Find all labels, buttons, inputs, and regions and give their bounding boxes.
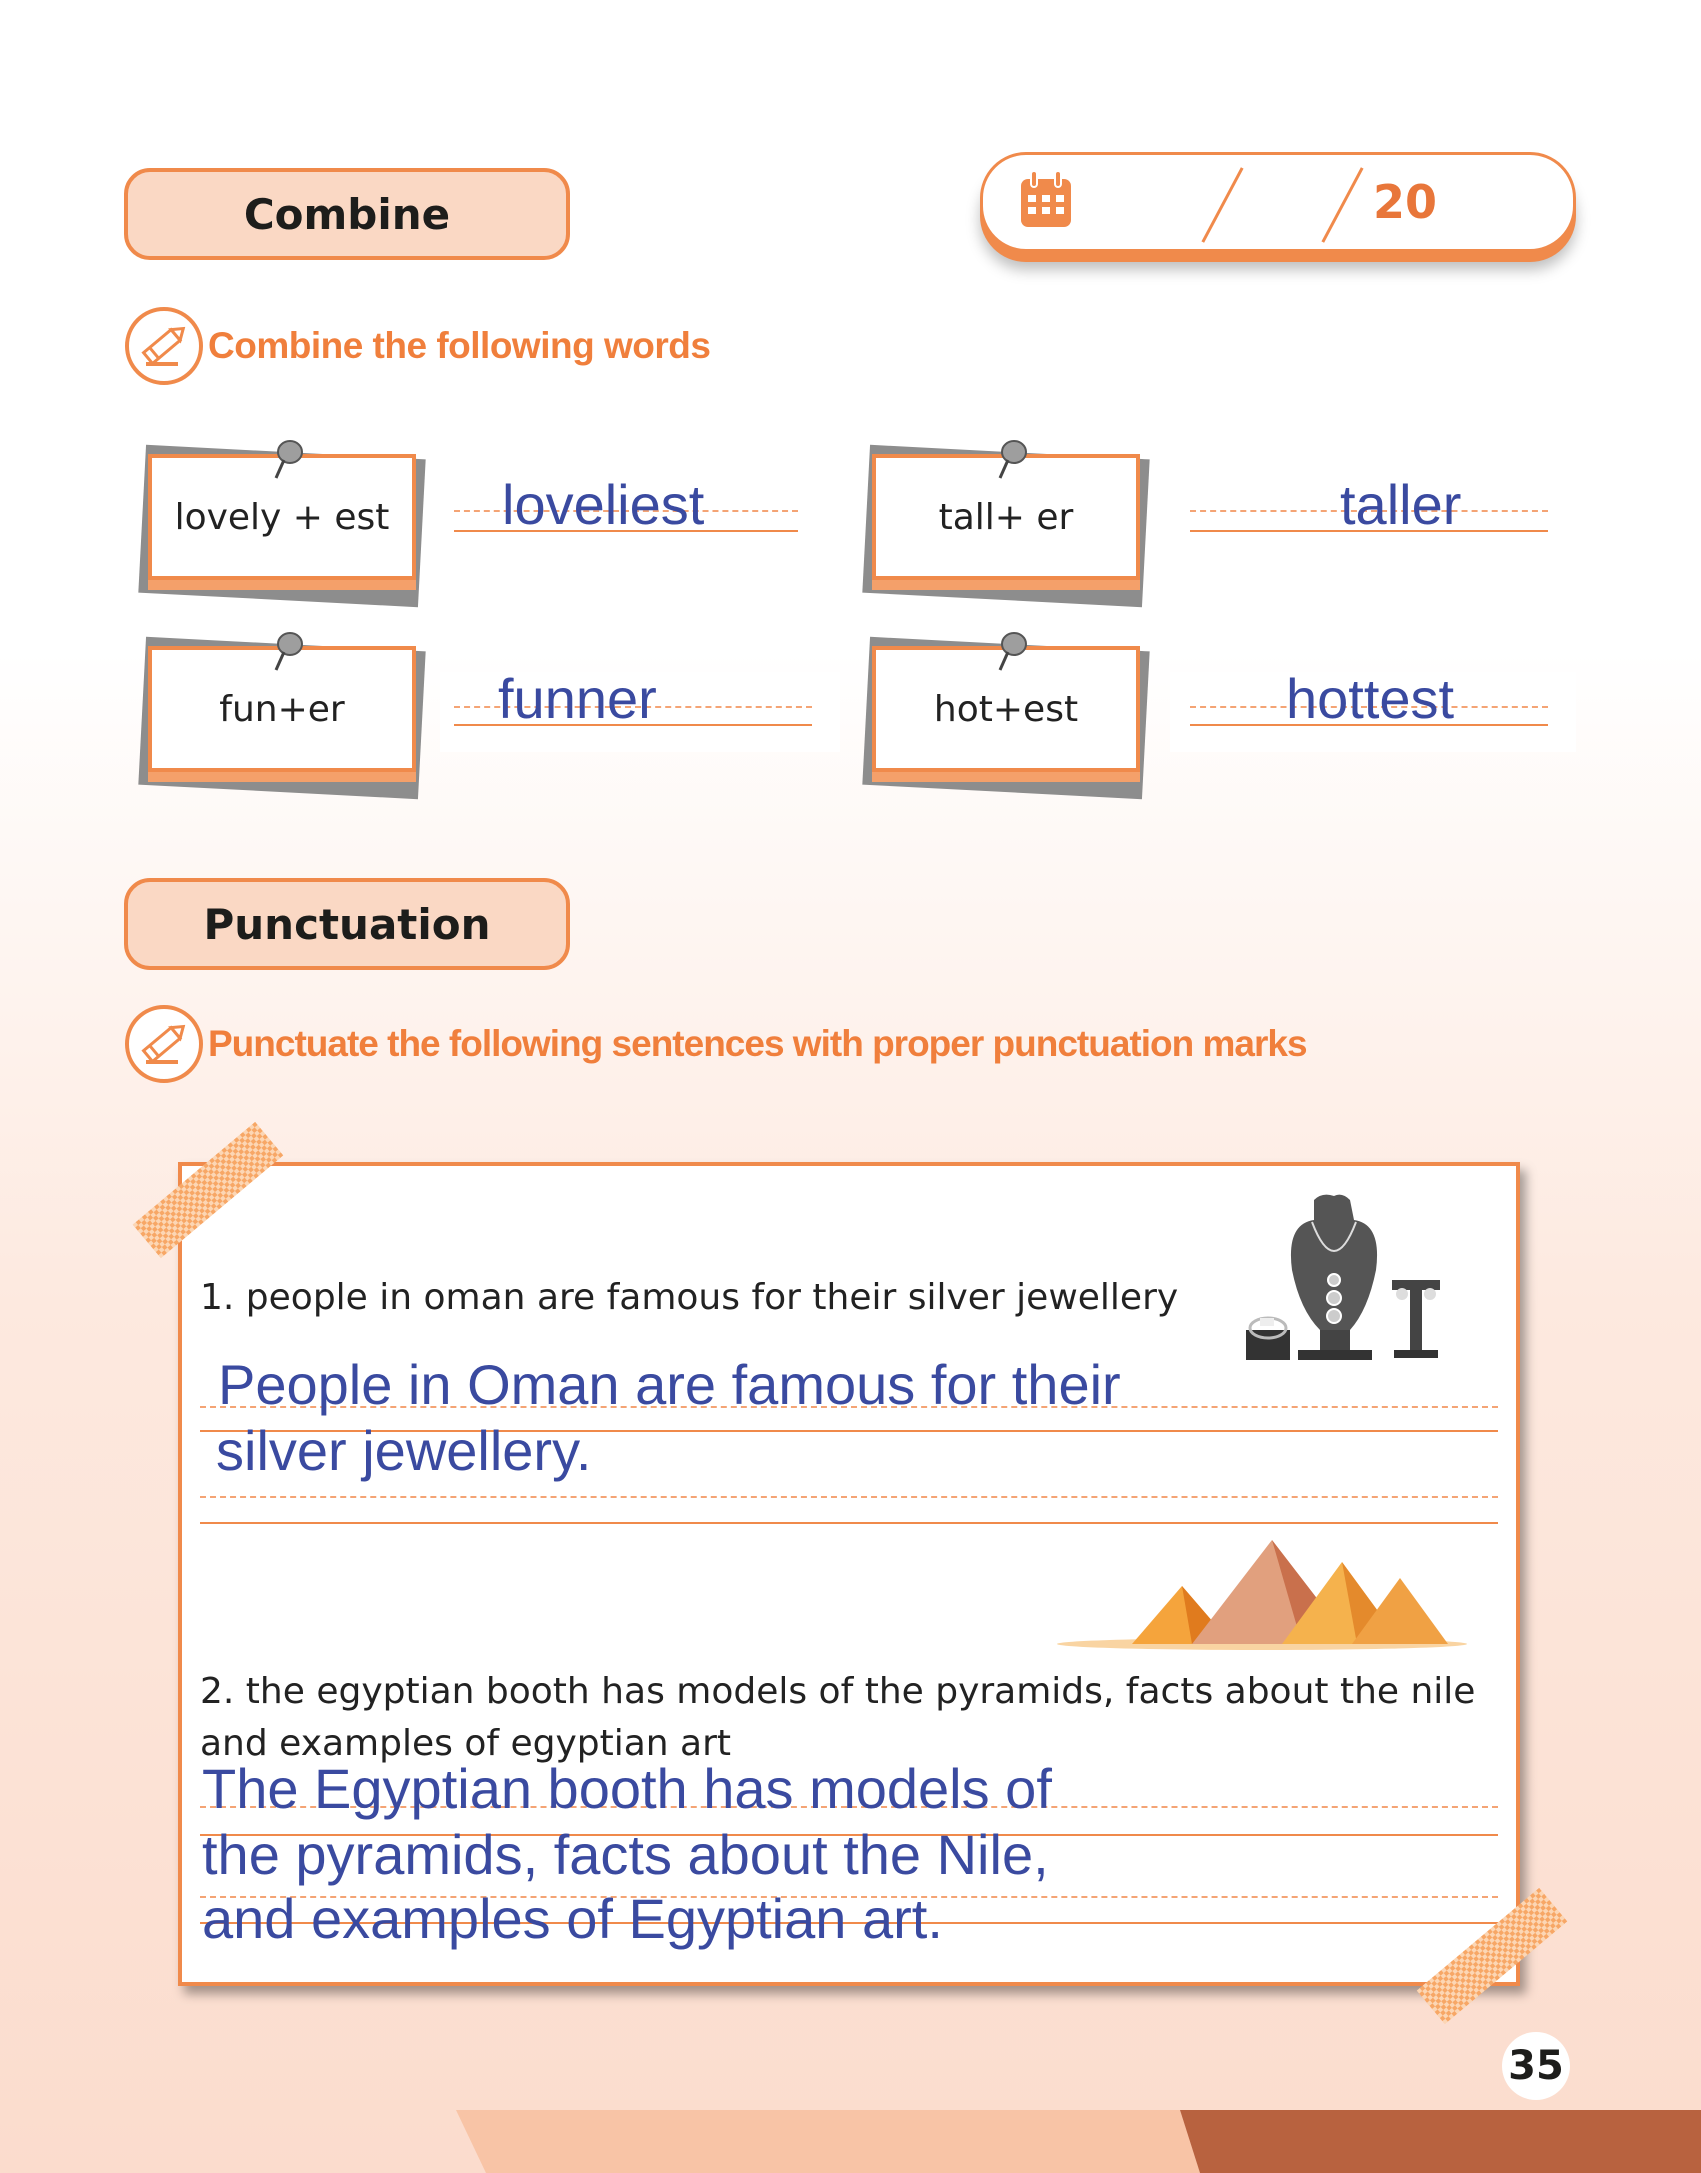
answer-text: funner (498, 667, 657, 730)
answer-2-line-2[interactable]: the pyramids, facts about the Nile, (202, 1823, 1049, 1886)
date-separator (1321, 167, 1363, 243)
answer-text: loveliest (502, 473, 705, 536)
answer-text: taller (1340, 473, 1462, 536)
date-separator (1201, 167, 1243, 243)
punctuation-heading: Punctuation (124, 878, 570, 970)
combine-instruction (124, 306, 710, 386)
calendar-icon (1019, 169, 1073, 231)
answer-area[interactable] (440, 466, 820, 556)
question-1-text: 1. people in oman are famous for their silver jewellery (200, 1277, 1179, 1318)
pencil-icon (124, 306, 204, 386)
punctuation-panel (178, 1162, 1520, 1986)
pushpin-icon (992, 438, 1032, 482)
question-2-line-2: and examples of egyptian art (200, 1723, 732, 1764)
date-box[interactable] (980, 152, 1576, 252)
pushpin-icon (268, 438, 308, 482)
word-prompt: fun+er (219, 688, 345, 730)
date-year: 20 (1373, 175, 1438, 229)
answer-text: hottest (1286, 667, 1455, 730)
instruction-text: Combine the following words (208, 325, 711, 366)
combine-heading: Combine (124, 168, 570, 260)
punctuation-instruction (124, 1004, 1307, 1084)
answer-area[interactable] (1170, 667, 1576, 752)
jewellery-illustration (1242, 1190, 1452, 1380)
word-prompt: lovely + est (174, 496, 390, 538)
question-2-line-1: 2. the egyptian booth has models of the pyramids, facts about the nile (200, 1671, 1476, 1712)
pencil-icon (124, 1004, 204, 1084)
word-prompt: hot+est (933, 688, 1079, 730)
answer-1-line-2[interactable]: silver jewellery. (216, 1419, 592, 1482)
answer-area[interactable] (1176, 466, 1576, 556)
page-number: 35 (1502, 2032, 1570, 2100)
answer-area[interactable] (440, 667, 840, 752)
pushpin-icon (992, 630, 1032, 674)
footer-band (0, 2110, 1701, 2173)
answer-2-line-3[interactable]: and examples of Egyptian art. (202, 1887, 943, 1950)
pushpin-icon (268, 630, 308, 674)
word-prompt: tall+ er (938, 496, 1074, 538)
answer-2-line-1[interactable]: The Egyptian booth has models of (202, 1757, 1052, 1820)
answer-1-line-1[interactable]: People in Oman are famous for their (218, 1353, 1121, 1416)
pyramids-illustration (1052, 1538, 1492, 1658)
instruction-text: Punctuate the following sentences with proper punctuation marks (208, 1023, 1307, 1064)
